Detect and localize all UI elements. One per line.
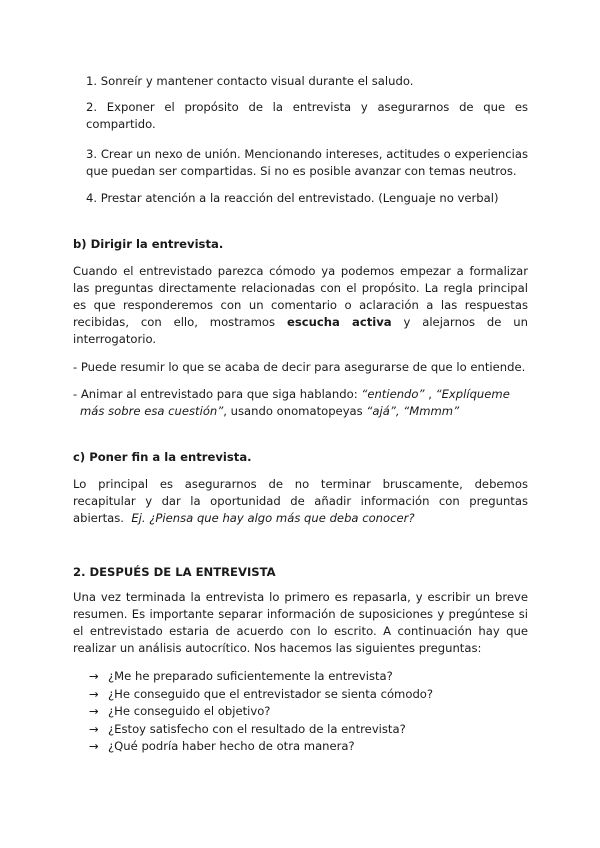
section-b-bullet-2 <box>73 386 528 420</box>
list-item <box>89 668 433 686</box>
section-b-heading: b) Dirigir la entrevista. <box>73 237 224 251</box>
bullet-2-continuation <box>73 403 528 420</box>
list-item <box>89 738 433 756</box>
step-1: 1. Sonreír y mantener contacto visual durante el saludo. <box>86 74 414 88</box>
question-text: ¿Me he preparado suficientemente la entrevista? <box>108 669 393 683</box>
step-2: 2. Exponer el propósito de la entrevista y asegurarnos de que es compartido. <box>86 100 528 131</box>
example-expliqueme: “Explíqueme <box>435 387 510 401</box>
list-item <box>89 686 433 704</box>
step-3: 3. Crear un nexo de unión. Mencionando intereses, actitudes o experiencias que puedan ser compartidas. Si no es posible avanzar con temas neutros. <box>86 147 528 178</box>
section-c-text: Lo principal es asegurarnos de no terminar bruscamente, debemos recapitular y dar la oportunidad de añadir información con preguntas abiertas. <box>73 477 528 525</box>
example-expliqueme-cont: más sobre esa cuestión” <box>80 404 224 418</box>
section-c-heading: c) Poner fin a la entrevista. <box>73 450 252 464</box>
step-4: 4. Prestar atención a la reacción del entrevistado. (Lenguaje no verbal) <box>86 191 499 205</box>
section-b-text-start: Cuando el entrevistado parezca cómodo ya podemos empezar a formalizar las preguntas directamente relacionadas con el propósito. La regla principal es que responderemos con un comentario o aclaración a las respuestas recibidas, con ello, mostramos <box>73 264 528 329</box>
question-text: ¿Estoy satisfecho con el resultado de la entrevista? <box>108 721 406 736</box>
section-c-example: Ej. ¿Piensa que hay algo más que deba conocer? <box>131 511 415 525</box>
arrow-right-icon: → <box>89 721 99 736</box>
list-item <box>89 703 433 721</box>
question-list <box>89 668 433 756</box>
example-entiendo: “entiendo” <box>361 387 429 401</box>
bullet-2-prefix: - Animar al entrevistado para que siga hablando: <box>73 387 362 401</box>
escucha-activa-bold: escucha activa <box>286 315 392 329</box>
bullet-2-separator: , <box>428 387 436 401</box>
bullet-2-mid: , usando onomatopeyas <box>223 404 367 418</box>
arrow-right-icon: → <box>89 686 99 701</box>
question-text: ¿Qué podría haber hecho de otra manera? <box>108 739 355 754</box>
section-c-paragraph <box>73 476 528 527</box>
section-b-bullet-1: - Puede resumir lo que se acaba de decir para asegurarse de que lo entiende. <box>73 360 526 374</box>
question-text: ¿He conseguido el objetivo? <box>108 704 271 719</box>
question-text: ¿He conseguido que el entrevistador se sienta cómodo? <box>108 686 434 701</box>
section-2-heading: 2. DESPUÉS DE LA ENTREVISTA <box>73 565 276 579</box>
list-item <box>89 721 433 739</box>
section-2-paragraph: Una vez terminada la entrevista lo primero es repasarla, y escribir un breve resumen. Es importante separar información de suposiciones y pregúntese si el entrevistado estaria de acuerdo con lo escrito. A continuación hay que realizar un análisis autocrítico. Nos hacemos las siguientes preguntas: <box>73 590 528 655</box>
arrow-right-icon: → <box>89 704 99 719</box>
arrow-right-icon: → <box>89 739 99 754</box>
example-onomatopeyas: “ajá”, “Mmmm” <box>366 404 460 418</box>
section-b-paragraph <box>73 263 528 348</box>
section-b-text-end: y alejarnos de un interrogatorio. <box>73 315 528 346</box>
arrow-right-icon: → <box>89 669 99 683</box>
